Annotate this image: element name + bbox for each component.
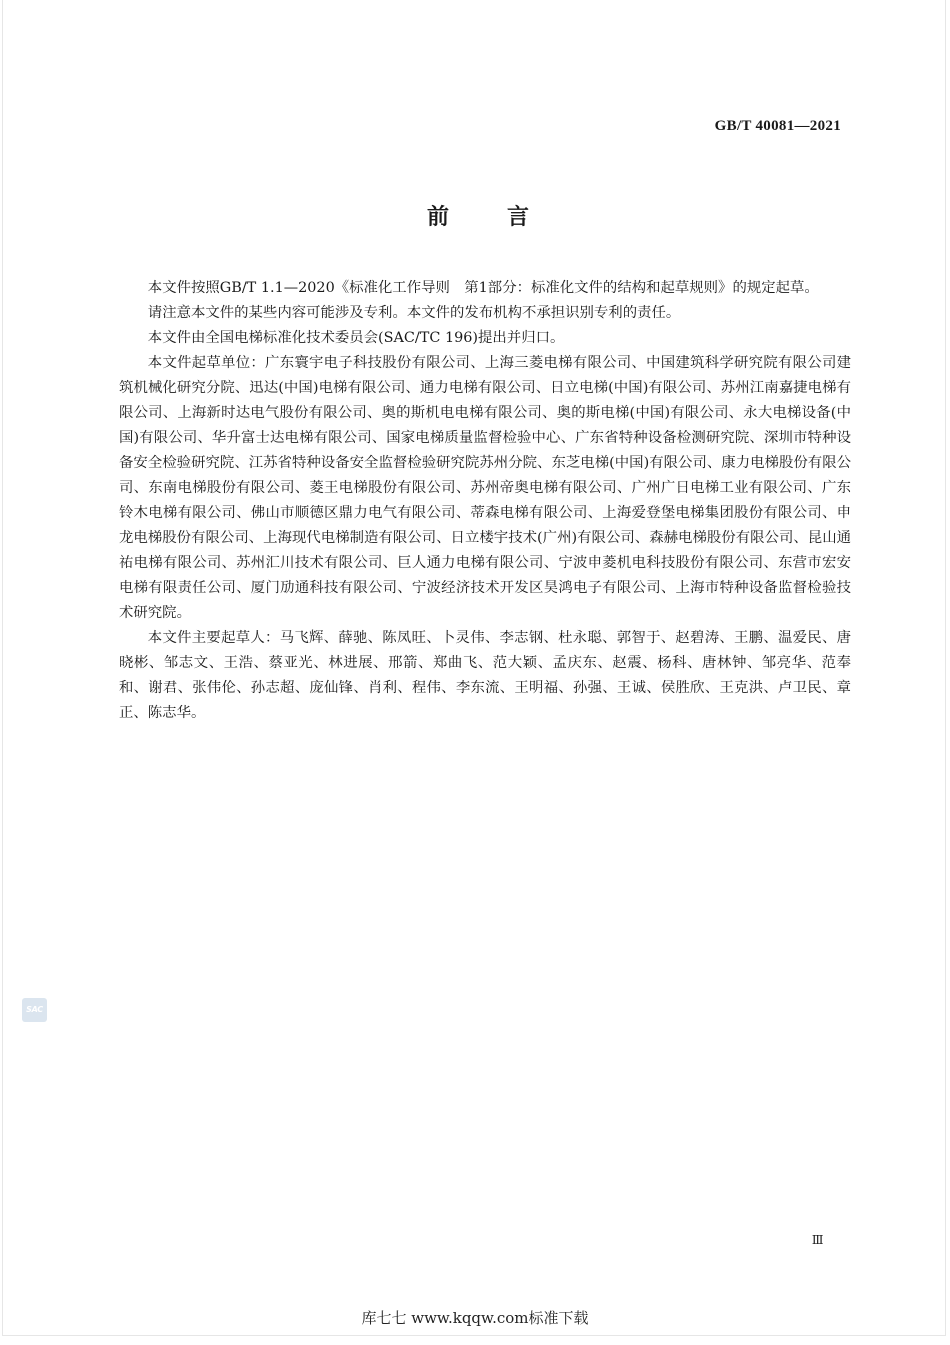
page-title: 前言 xyxy=(426,204,587,230)
page-number: Ⅲ xyxy=(811,1233,823,1247)
document-page xyxy=(2,0,946,1336)
paragraph-drafting-units: 本文件起草单位：广东寰宇电子科技股份有限公司、上海三菱电梯有限公司、中国建筑科学研究院有限公司建筑机械化研究分院、迅达(中国)电梯有限公司、通力电梯有限公司、日立电梯(中国)有限公司、苏州江南嘉捷电梯有限公司、上海新时达电气股份有限公司、奥的斯机电电梯有限公司、奥的斯电梯(中国)有限公司、永大电梯设备(中国)有限公司、华升富士达电梯有限公司、国家电梯质量监督检验中心、广东省特种设备检测研究院、深圳市特种设备安全检验研究院、江苏省特种设备安全监督检验研究院苏州分院、东芝电梯(中国)有限公司、康力电梯股份有限公司、东南电梯股份有限公司、菱王电梯股份有限公司、苏州帝奥电梯有限公司、广州广日电梯工业有限公司、广东铃木电梯有限公司、佛山市顺德区鼎力电气有限公司、蒂森电梯有限公司、上海爱登堡电梯集团股份有限公司、申龙电梯股份有限公司、上海现代电梯制造有限公司、日立楼宇技术(广州)有限公司、森赫电梯股份有限公司、昆山通祐电梯有限公司、苏州汇川技术有限公司、巨人通力电梯有限公司、宁波申菱机电科技股份有限公司、东营市宏安电梯有限责任公司、厦门劢通科技有限公司、宁波经济技术开发区昊鸿电子有限公司、上海市特种设备监督检验技术研究院。 xyxy=(119,355,851,621)
paragraph-drafting-rules: 本文件按照GB/T 1.1—2020《标准化工作导则 第1部分：标准化文件的结构和起草规则》的规定起草。 xyxy=(147,280,819,296)
standard-code: GB/T 40081—2021 xyxy=(714,118,841,134)
paragraph-proposer: 本文件由全国电梯标准化技术委员会(SAC/TC 196)提出并归口。 xyxy=(147,330,565,346)
sac-logo-icon: SAC xyxy=(22,998,47,1022)
footer-watermark: 库七七 www.kqqw.com标准下载 xyxy=(361,1309,589,1327)
paragraph-patent-notice: 请注意本文件的某些内容可能涉及专利。本文件的发布机构不承担识别专利的责任。 xyxy=(147,305,681,321)
preface-body xyxy=(119,276,851,726)
paragraph-drafters: 本文件主要起草人：马飞辉、薛驰、陈凤旺、卜灵伟、李志钢、杜永聪、郭智于、赵碧涛、王鹏、温爱民、唐晓彬、邹志文、王浩、蔡亚光、林进展、邢箭、郑曲飞、范大颖、孟庆东、赵震、杨科、唐林钟、邹亮华、范奉和、谢君、张伟伦、孙志超、庞仙锋、肖利、程伟、李东流、王明福、孙强、王诚、侯胜欣、王克洪、卢卫民、章正、陈志华。 xyxy=(119,630,851,721)
